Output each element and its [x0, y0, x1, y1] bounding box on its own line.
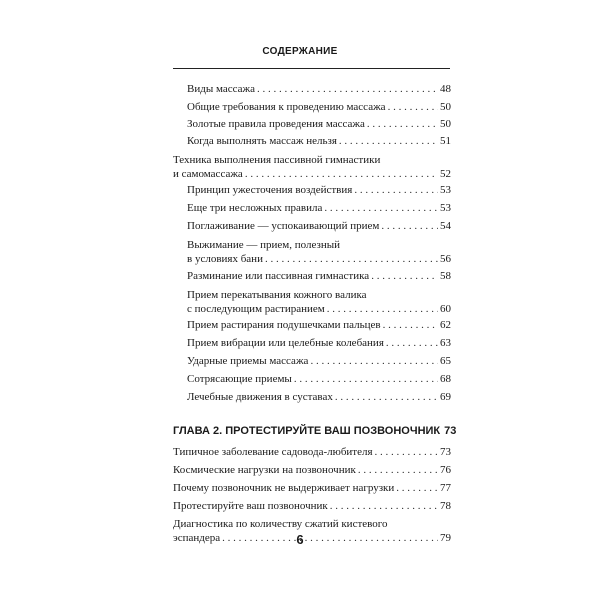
toc-entry[interactable] [187, 372, 451, 386]
toc-page-number: 79 [440, 532, 451, 544]
toc-entry-title: Типичное заболевание садовода-любителя [173, 446, 373, 458]
toc-entry[interactable] [187, 201, 451, 215]
dot-leader [310, 354, 438, 368]
toc-page-number: 58 [440, 270, 451, 282]
dot-leader [383, 318, 438, 332]
toc-entry[interactable] [173, 463, 451, 477]
toc-entry-title: Сотрясающие приемы [187, 373, 292, 385]
toc-entry[interactable] [187, 288, 451, 316]
toc-entry-title: Еще три несложных правила [187, 202, 323, 214]
running-header: СОДЕРЖАНИЕ [262, 46, 338, 57]
toc-page-number: 53 [440, 202, 451, 214]
dot-leader [330, 499, 438, 513]
toc-entry-title: Принцип ужесточения воздействия [187, 184, 353, 196]
toc-entry-title: Техника выполнения пассивной гимнастики [173, 154, 381, 166]
toc-page-number: 73 [440, 446, 451, 458]
toc-page-number: 68 [440, 373, 451, 385]
dot-leader [396, 481, 438, 495]
dot-leader [381, 219, 438, 233]
dot-leader [388, 100, 438, 114]
dot-leader [358, 463, 438, 477]
toc-entry[interactable] [187, 117, 451, 131]
toc-entry[interactable] [187, 390, 451, 404]
toc-page-number: 52 [440, 168, 451, 180]
dot-leader [339, 134, 438, 148]
dot-leader [386, 336, 438, 350]
toc-entry[interactable] [187, 219, 451, 233]
toc-page-number: 77 [440, 482, 451, 494]
header-rule [173, 68, 450, 69]
toc-entry-title: Протестируйте ваш позвоночник [173, 500, 328, 512]
toc-entry-title-continued: в условиях бани [187, 253, 263, 265]
toc-entry-title-continued: эспандера [173, 532, 221, 544]
dot-leader [324, 201, 438, 215]
toc-entry-title: Почему позвоночник не выдерживает нагрузки [173, 482, 395, 494]
toc-entry[interactable] [187, 354, 451, 368]
toc-entry-title: Золотые правила проведения массажа [187, 118, 365, 130]
toc-page-number: 63 [440, 337, 451, 349]
chapter-heading[interactable] [173, 424, 457, 438]
toc-entry[interactable] [187, 238, 451, 266]
toc-entry[interactable] [187, 100, 451, 114]
dot-leader [367, 117, 438, 131]
dot-leader [265, 252, 438, 266]
toc-entry-title: Прием растирания подушечками пальцев [187, 319, 381, 331]
toc-page-number: 56 [440, 253, 451, 265]
dot-leader [335, 390, 438, 404]
dot-leader [375, 445, 438, 459]
toc-entry-title-continued: с последующим растиранием [187, 303, 325, 315]
toc-entry-title: Общие требования к проведению массажа [187, 101, 386, 113]
toc-entry[interactable] [187, 336, 451, 350]
toc-entry[interactable] [187, 269, 451, 283]
toc-entry[interactable] [187, 82, 451, 96]
toc-entry-title: Разминание или пассивная гимнастика [187, 270, 370, 282]
dot-leader [294, 372, 438, 386]
toc-page-number: 65 [440, 355, 451, 367]
toc-entry[interactable] [173, 481, 451, 495]
toc-page-number: 53 [440, 184, 451, 196]
dot-leader [327, 302, 438, 316]
toc-page-number: 60 [440, 303, 451, 315]
toc-page-number: 62 [440, 319, 451, 331]
toc-page-number: 76 [440, 464, 451, 476]
toc-entry[interactable] [173, 499, 451, 513]
dot-leader [354, 183, 438, 197]
toc-entry-title: Прием вибрации или целебные колебания [187, 337, 384, 349]
page-number-folio: 6 [296, 532, 304, 547]
toc-page-number: 54 [440, 220, 451, 232]
toc-entry-title: Прием перекатывания кожного валика [187, 289, 367, 301]
chapter-title: ГЛАВА 2. ПРОТЕСТИРУЙТЕ ВАШ ПОЗВОНОЧНИК [173, 425, 441, 437]
toc-page-number: 51 [440, 135, 451, 147]
dot-leader [245, 167, 438, 181]
toc-page-number: 69 [440, 391, 451, 403]
toc-entry-title: Поглаживание — успокаивающий прием [187, 220, 380, 232]
toc-page-number: 78 [440, 500, 451, 512]
toc-entry[interactable] [187, 134, 451, 148]
toc-entry-title: Когда выполнять массаж нельзя [187, 135, 337, 147]
toc-entry[interactable] [187, 183, 451, 197]
toc-entry-title: Лечебные движения в суставах [187, 391, 333, 403]
toc-entry-title: Диагностика по количеству сжатий кистевого [173, 518, 388, 530]
toc-entry-title: Ударные приемы массажа [187, 355, 309, 367]
toc-entry-title: Виды массажа [187, 83, 255, 95]
toc-entry[interactable] [187, 318, 451, 332]
toc-entry-title-continued: и самомассажа [173, 168, 243, 180]
toc-page-number: 48 [440, 83, 451, 95]
dot-leader [371, 269, 438, 283]
toc-entry[interactable] [173, 445, 451, 459]
toc-page-number: 50 [440, 118, 451, 130]
toc-entry[interactable] [173, 153, 451, 181]
toc-page-number: 50 [440, 101, 451, 113]
toc-entry-title: Космические нагрузки на позвоночник [173, 464, 356, 476]
dot-leader [257, 82, 438, 96]
toc-entry-title: Выжимание — прием, полезный [187, 239, 341, 251]
chapter-page-number: 73 [444, 425, 457, 437]
